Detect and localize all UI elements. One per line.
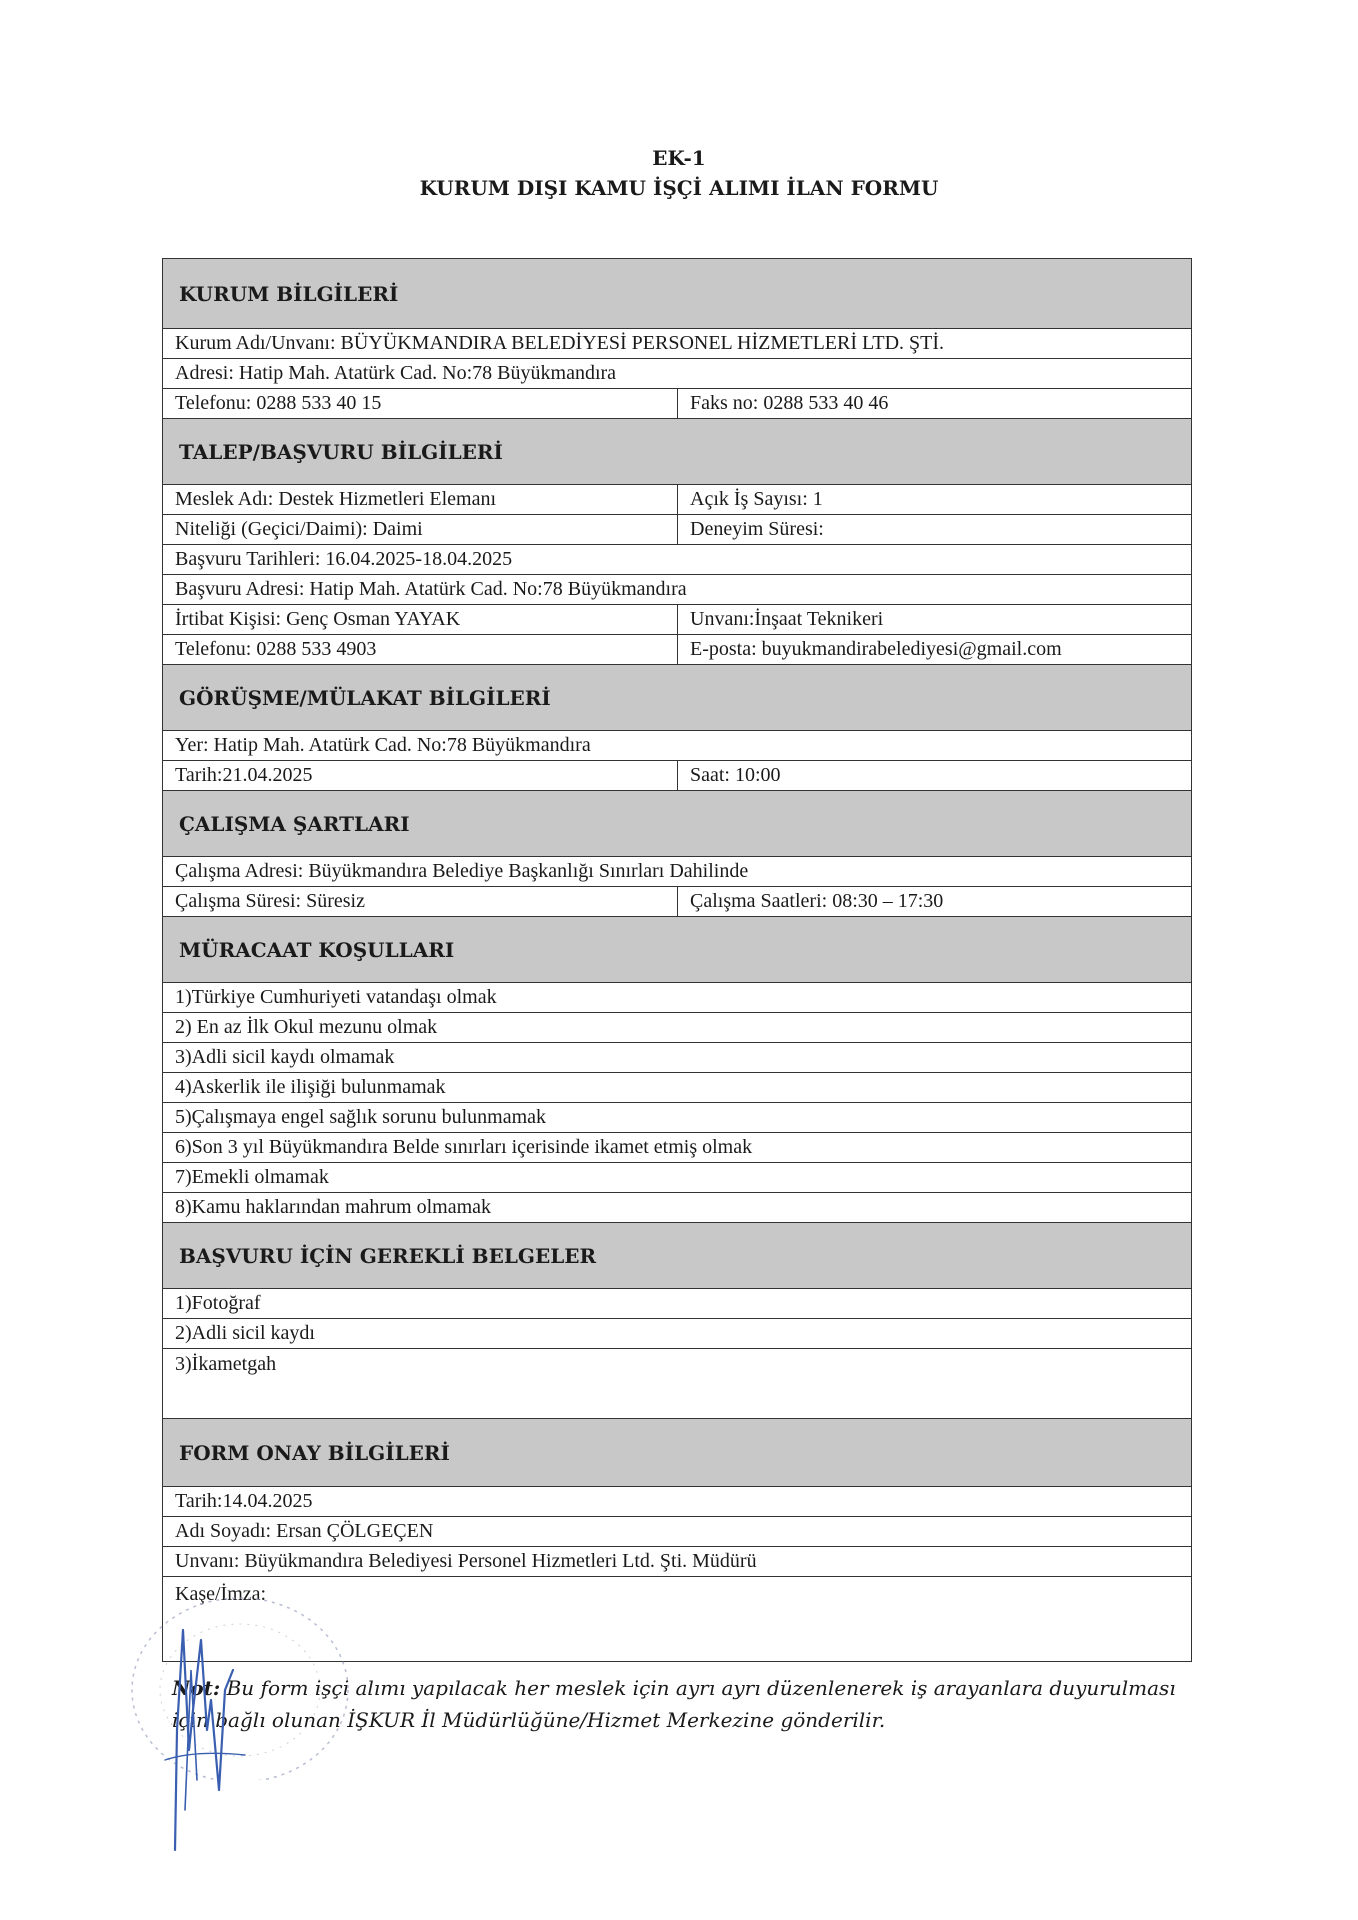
row-talep-iletisim [163,635,1191,665]
section-talep-heading: TALEP/BAŞVURU BİLGİLERİ [163,419,1191,485]
kurum-address: Adresi: Hatip Mah. Atatürk Cad. No:78 Büyükmandıra [175,362,617,384]
gorusme-tarih: Tarih:21.04.2025 [163,761,678,790]
row-calisma-sure [163,887,1191,917]
section-gorusme-heading: GÖRÜŞME/MÜLAKAT BİLGİLERİ [163,665,1191,731]
row-kurum-name [163,329,1191,359]
row-gorusme-zaman [163,761,1191,791]
gorusme-yer: Yer: Hatip Mah. Atatürk Cad. No:78 Büyükmandıra [175,734,591,756]
talep-telefon: Telefonu: 0288 533 4903 [163,635,678,664]
list-item [163,1163,1191,1193]
calisma-saatler: Çalışma Saatleri: 08:30 – 17:30 [690,890,944,912]
document-code: EK-1 [652,146,706,170]
row-onay-tarih [163,1487,1191,1517]
list-item [163,983,1191,1013]
list-item [163,1349,1191,1419]
row-calisma-adres [163,857,1191,887]
list-item [163,1073,1191,1103]
talep-unvan: Unvanı:İnşaat Teknikeri [690,608,884,630]
calisma-adres: Çalışma Adresi: Büyükmandıra Belediye Başkanlığı Sınırları Dahilinde [175,860,749,882]
list-item [163,1013,1191,1043]
row-talep-irtibat [163,605,1191,635]
kurum-name: Kurum Adı/Unvanı: BÜYÜKMANDIRA BELEDİYESİ PERSONEL HİZMETLERİ LTD. ŞTİ. [175,332,945,354]
talep-acik-is: Açık İş Sayısı: 1 [690,488,823,510]
talep-nitelik: Niteliği (Geçici/Daimi): Daimi [163,515,678,544]
announcement-form [162,258,1192,1662]
section-muracaat-heading: MÜRACAAT KOŞULLARI [163,917,1191,983]
list-item [163,1319,1191,1349]
row-kurum-address [163,359,1191,389]
muracaat-item: 8)Kamu haklarından mahrum olmamak [175,1196,492,1218]
onay-tarih: Tarih:14.04.2025 [175,1490,313,1512]
muracaat-item: 6)Son 3 yıl Büyükmandıra Belde sınırları içerisinde ikamet etmiş olmak [175,1136,753,1158]
row-talep-meslek [163,485,1191,515]
row-kurum-contact [163,389,1191,419]
onay-adi: Adı Soyadı: Ersan ÇÖLGEÇEN [175,1520,434,1542]
talep-eposta: E-posta: buyukmandirabelediyesi@gmail.com [690,638,1062,660]
list-item [163,1103,1191,1133]
document-title: KURUM DIŞI KAMU İŞÇİ ALIMI İLAN FORMU [419,176,939,200]
section-kurum-heading: KURUM BİLGİLERİ [163,259,1191,329]
handwritten-signature [155,1610,275,1860]
section-calisma-heading: ÇALIŞMA ŞARTLARI [163,791,1191,857]
list-item [163,1043,1191,1073]
gorusme-saat: Saat: 10:00 [690,764,781,786]
onay-unvan: Unvanı: Büyükmandıra Belediyesi Personel Hizmetleri Ltd. Şti. Müdürü [175,1550,757,1572]
row-talep-adres [163,575,1191,605]
list-item [163,1193,1191,1223]
belge-item: 2)Adli sicil kaydı [175,1322,315,1344]
footnote-label: Not: [172,1676,221,1700]
kurum-fax: Faks no: 0288 533 40 46 [690,392,889,414]
talep-deneyim: Deneyim Süresi: [690,518,824,540]
belge-item: 1)Fotoğraf [175,1292,261,1314]
talep-meslek: Meslek Adı: Destek Hizmetleri Elemanı [163,485,678,514]
row-gorusme-yer [163,731,1191,761]
talep-adres: Başvuru Adresi: Hatip Mah. Atatürk Cad. No:78 Büyükmandıra [175,578,687,600]
kurum-phone: Telefonu: 0288 533 40 15 [163,389,678,418]
row-talep-tarihler [163,545,1191,575]
talep-irtibat: İrtibat Kişisi: Genç Osman YAYAK [163,605,678,634]
section-onay-heading: FORM ONAY BİLGİLERİ [163,1419,1191,1487]
list-item [163,1289,1191,1319]
muracaat-item: 3)Adli sicil kaydı olmamak [175,1046,395,1068]
muracaat-item: 5)Çalışmaya engel sağlık sorunu bulunmamak [175,1106,547,1128]
section-belgeler-heading: BAŞVURU İÇİN GEREKLİ BELGELER [163,1223,1191,1289]
row-talep-nitelik [163,515,1191,545]
talep-tarihler: Başvuru Tarihleri: 16.04.2025-18.04.2025 [175,548,513,570]
muracaat-item: 1)Türkiye Cumhuriyeti vatandaşı olmak [175,986,497,1008]
muracaat-item: 2) En az İlk Okul mezunu olmak [175,1016,438,1038]
calisma-sure: Çalışma Süresi: Süresiz [163,887,678,916]
muracaat-item: 4)Askerlik ile ilişiği bulunmamak [175,1076,446,1098]
row-onay-adi [163,1517,1191,1547]
onay-kase: Kaşe/İmza: [175,1583,267,1605]
belge-item: 3)İkametgah [175,1353,277,1375]
row-onay-unvan [163,1547,1191,1577]
muracaat-item: 7)Emekli olmamak [175,1166,329,1188]
footnote-text: Bu form işçi alımı yapılacak her meslek için ayrı ayrı düzenlenerek iş arayanlara duyurulması için bağlı olunan İŞKUR İl Müdürlüğüne/Hizmet Merkezine gönderilir. [172,1676,1176,1732]
list-item [163,1133,1191,1163]
